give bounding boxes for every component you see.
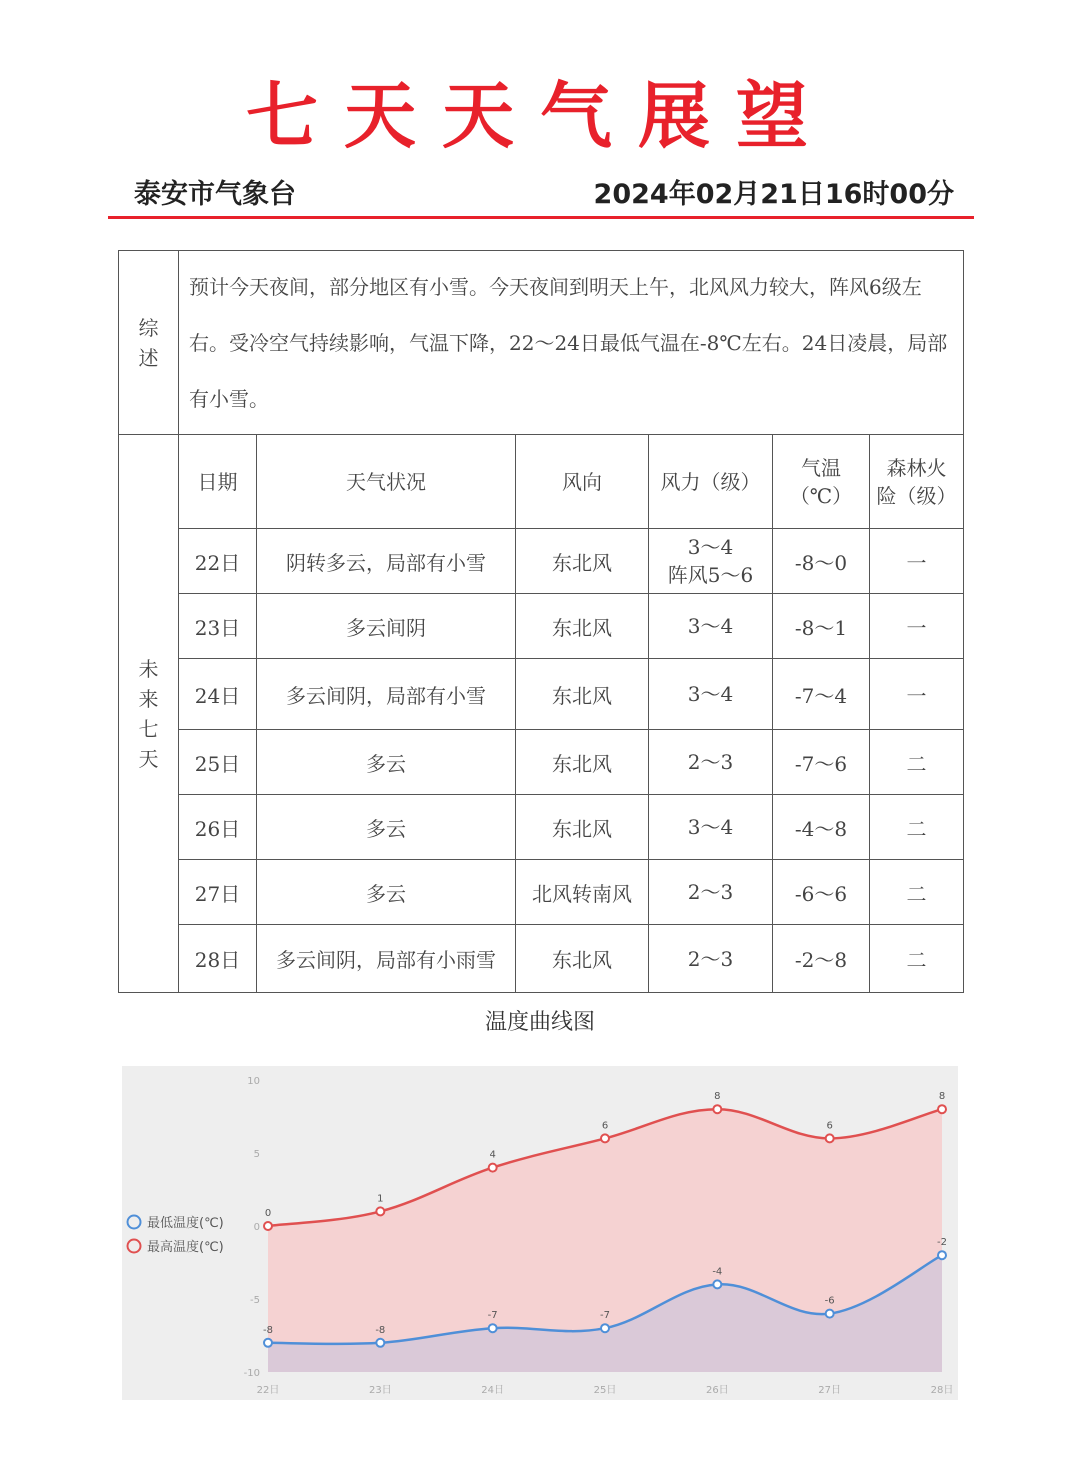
header-weather: 天气状况 <box>257 435 516 529</box>
data-label-max-temp: 4 <box>489 1149 496 1161</box>
point-max-temp <box>489 1164 497 1172</box>
summary-label: 综 述 <box>119 251 179 435</box>
cell-date: 25日 <box>179 730 257 795</box>
cell-wind-direction: 东北风 <box>516 925 649 993</box>
cell-temperature: -8～1 <box>773 594 870 659</box>
forecast-table <box>118 250 964 993</box>
cell-fire-risk: 一 <box>870 529 964 594</box>
cell-weather: 多云间阴 <box>257 594 516 659</box>
cell-weather: 多云 <box>257 860 516 925</box>
x-tick-label: 24日 <box>481 1385 505 1396</box>
cell-wind-force: 2～3 <box>649 860 773 925</box>
header-fire-risk: 森林火 险（级） <box>870 435 964 529</box>
summary-text: 预计今天夜间，部分地区有小雪。今天夜间到明天上午，北风风力较大，阵风6级左右。受冷空气持续影响，气温下降，22～24日最低气温在-8℃左右。24日凌晨，局部有小雪。 <box>179 251 964 435</box>
data-label-min-temp: -7 <box>600 1310 610 1322</box>
data-label-min-temp: -6 <box>824 1295 835 1307</box>
y-tick-label: 10 <box>247 1076 260 1087</box>
temperature-chart <box>122 1066 958 1400</box>
table-row <box>119 860 964 925</box>
cell-date: 22日 <box>179 529 257 594</box>
point-max-temp <box>264 1222 272 1230</box>
legend-label: 最低温度(℃) <box>147 1216 224 1231</box>
cell-fire-risk: 一 <box>870 594 964 659</box>
cell-date: 23日 <box>179 594 257 659</box>
cell-wind-force: 2～3 <box>649 730 773 795</box>
data-label-max-temp: 8 <box>938 1091 946 1103</box>
chart-title: 温度曲线图 <box>484 1010 595 1035</box>
header-row <box>110 172 972 214</box>
point-max-temp <box>826 1134 834 1142</box>
legend-label: 最高温度(℃) <box>147 1240 224 1255</box>
y-tick-label: -5 <box>250 1295 260 1306</box>
table-row <box>119 594 964 659</box>
y-tick-label: -10 <box>243 1368 260 1379</box>
y-tick-label: 0 <box>253 1222 260 1233</box>
summary-row <box>119 251 964 435</box>
cell-wind-direction: 东北风 <box>516 594 649 659</box>
point-min-temp <box>826 1310 834 1318</box>
cell-weather: 多云间阴，局部有小雪 <box>257 659 516 730</box>
forecast-label: 未 来 七 天 <box>119 435 179 993</box>
y-tick-label: 5 <box>253 1149 260 1160</box>
cell-wind-force: 3～4 <box>649 659 773 730</box>
cell-weather: 多云 <box>257 795 516 860</box>
issue-time: 2024年02月21日16时00分 <box>593 179 954 210</box>
point-min-temp <box>938 1251 946 1259</box>
data-label-max-temp: 6 <box>826 1120 833 1132</box>
x-tick-label: 22日 <box>256 1385 280 1396</box>
cell-date: 27日 <box>179 860 257 925</box>
cell-wind-direction: 东北风 <box>516 795 649 860</box>
header-wind-force: 风力（级） <box>649 435 773 529</box>
x-tick-label: 26日 <box>705 1385 729 1396</box>
cell-temperature: -6～6 <box>773 860 870 925</box>
issuing-organization: 泰安市气象台 <box>134 179 296 210</box>
point-max-temp <box>376 1207 384 1215</box>
cell-temperature: -8～0 <box>773 529 870 594</box>
x-tick-label: 23日 <box>368 1385 392 1396</box>
cell-weather: 多云 <box>257 730 516 795</box>
table-row <box>119 529 964 594</box>
cell-date: 26日 <box>179 795 257 860</box>
x-tick-label: 28日 <box>930 1385 954 1396</box>
cell-fire-risk: 二 <box>870 795 964 860</box>
point-min-temp <box>376 1339 384 1347</box>
cell-date: 28日 <box>179 925 257 993</box>
x-tick-label: 27日 <box>818 1385 842 1396</box>
data-label-max-temp: 1 <box>377 1193 384 1205</box>
table-header-row <box>119 435 964 529</box>
cell-temperature: -7～6 <box>773 730 870 795</box>
cell-wind-direction: 东北风 <box>516 659 649 730</box>
point-max-temp <box>938 1105 946 1113</box>
point-min-temp <box>713 1280 721 1288</box>
temperature-chart-svg <box>122 1066 958 1400</box>
table-row <box>119 659 964 730</box>
point-min-temp <box>264 1339 272 1347</box>
table-row <box>119 730 964 795</box>
data-label-min-temp: -4 <box>712 1266 723 1278</box>
point-max-temp <box>713 1105 721 1113</box>
cell-wind-force: 3～4 阵风5～6 <box>649 529 773 594</box>
table-row <box>119 795 964 860</box>
data-label-min-temp: -8 <box>375 1324 386 1336</box>
cell-fire-risk: 二 <box>870 730 964 795</box>
header-divider <box>108 216 974 219</box>
page-title: 七天天气展望 <box>245 73 834 158</box>
cell-weather: 阴转多云，局部有小雪 <box>257 529 516 594</box>
data-label-max-temp: 8 <box>714 1091 721 1103</box>
cell-date: 24日 <box>179 659 257 730</box>
cell-wind-force: 3～4 <box>649 795 773 860</box>
point-min-temp <box>601 1324 609 1332</box>
cell-temperature: -7～4 <box>773 659 870 730</box>
header-wind-direction: 风向 <box>516 435 649 529</box>
cell-wind-direction: 东北风 <box>516 730 649 795</box>
header-temperature: 气温 （℃） <box>773 435 870 529</box>
data-label-max-temp: 6 <box>601 1120 609 1132</box>
cell-fire-risk: 二 <box>870 925 964 993</box>
data-label-max-temp: 0 <box>264 1208 272 1219</box>
data-label-min-temp: -7 <box>487 1310 498 1322</box>
cell-temperature: -2～8 <box>773 925 870 993</box>
cell-wind-direction: 东北风 <box>516 529 649 594</box>
point-min-temp <box>489 1324 497 1332</box>
header-date: 日期 <box>179 435 257 529</box>
cell-weather: 多云间阴，局部有小雨雪 <box>257 925 516 993</box>
cell-wind-direction: 北风转南风 <box>516 860 649 925</box>
table-row <box>119 925 964 993</box>
cell-wind-force: 3～4 <box>649 594 773 659</box>
cell-temperature: -4～8 <box>773 795 870 860</box>
x-tick-label: 25日 <box>593 1385 617 1396</box>
data-label-min-temp: -2 <box>937 1237 947 1249</box>
point-max-temp <box>601 1134 609 1142</box>
cell-fire-risk: 二 <box>870 860 964 925</box>
cell-wind-force: 2～3 <box>649 925 773 993</box>
data-label-min-temp: -8 <box>263 1324 273 1336</box>
cell-fire-risk: 一 <box>870 659 964 730</box>
